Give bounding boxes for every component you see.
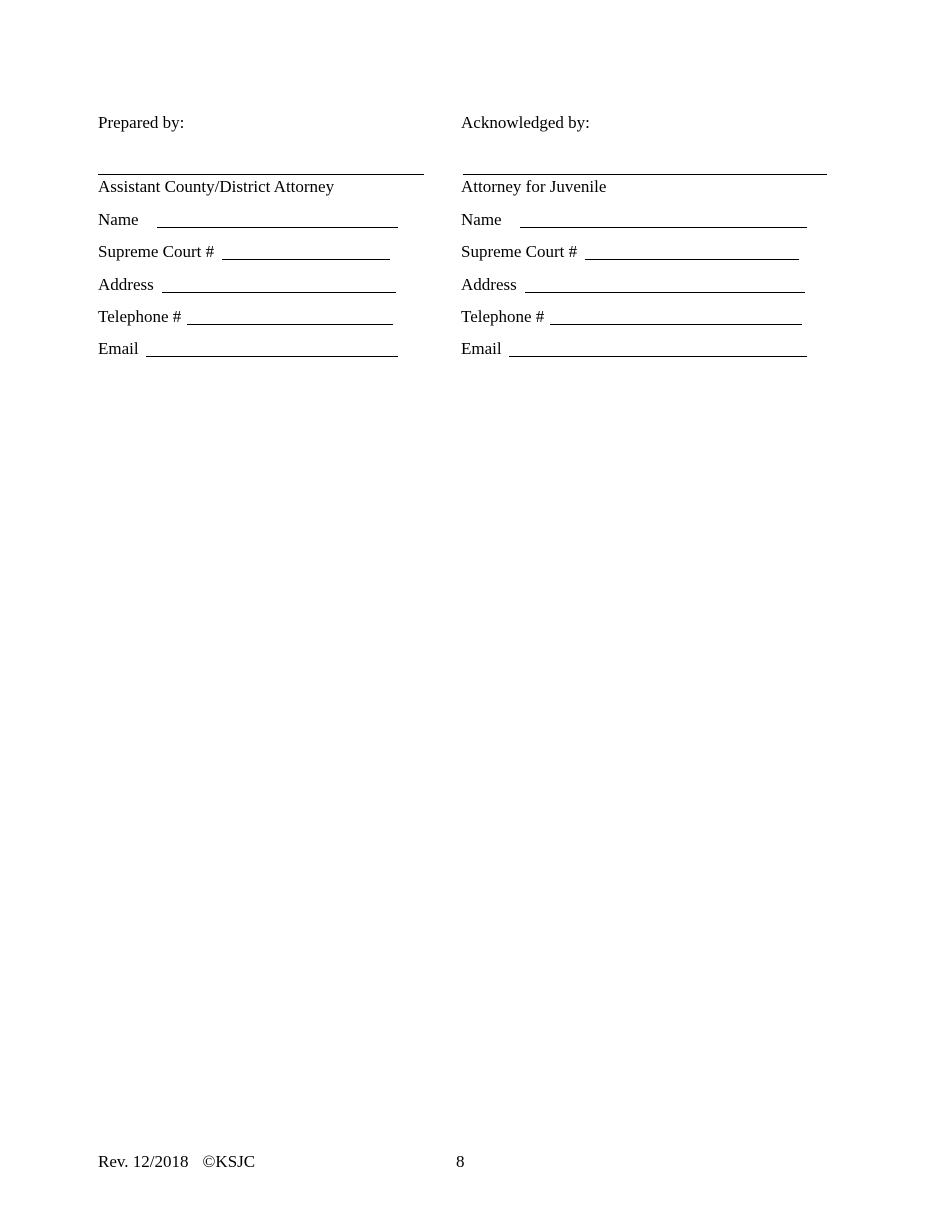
field-label: Supreme Court # — [98, 242, 215, 261]
email-blank[interactable] — [509, 356, 807, 357]
juvenile-attorney-supreme-court-field — [461, 240, 799, 262]
footer-revision — [98, 1152, 255, 1172]
juvenile-attorney-address-field — [461, 273, 805, 295]
acknowledged-by-section — [461, 0, 831, 400]
field-label: Telephone # — [461, 307, 545, 326]
revision-date: Rev. 12/2018 — [98, 1152, 189, 1171]
juvenile-attorney-role-label: Attorney for Juvenile — [461, 177, 607, 196]
juvenile-attorney-name-field — [461, 208, 807, 230]
prosecutor-telephone-field — [98, 305, 393, 327]
acknowledged-by-heading: Acknowledged by: — [461, 113, 590, 132]
prosecutor-signature-line[interactable] — [98, 174, 424, 175]
telephone-blank[interactable] — [550, 324, 802, 325]
juvenile-attorney-signature-line[interactable] — [463, 174, 827, 175]
prosecutor-supreme-court-field — [98, 240, 390, 262]
prosecutor-address-field — [98, 273, 396, 295]
field-label: Name — [461, 210, 502, 229]
name-blank[interactable] — [157, 227, 398, 228]
field-label: Telephone # — [98, 307, 182, 326]
telephone-blank[interactable] — [187, 324, 393, 325]
field-label: Email — [98, 339, 139, 358]
address-blank[interactable] — [162, 292, 396, 293]
field-label: Email — [461, 339, 502, 358]
name-blank[interactable] — [520, 227, 807, 228]
supreme-court-number-blank[interactable] — [222, 259, 390, 260]
page-number: 8 — [456, 1152, 465, 1171]
field-label: Address — [461, 275, 517, 294]
copyright-notice: ©KSJC — [202, 1152, 256, 1171]
email-blank[interactable] — [146, 356, 398, 357]
prosecutor-role-label: Assistant County/District Attorney — [98, 177, 335, 196]
juvenile-attorney-telephone-field — [461, 305, 802, 327]
prosecutor-email-field — [98, 337, 398, 359]
prepared-by-heading: Prepared by: — [98, 113, 185, 132]
prepared-by-section — [98, 0, 428, 400]
address-blank[interactable] — [525, 292, 805, 293]
field-label: Supreme Court # — [461, 242, 578, 261]
juvenile-attorney-email-field — [461, 337, 807, 359]
field-label: Name — [98, 210, 139, 229]
field-label: Address — [98, 275, 154, 294]
supreme-court-number-blank[interactable] — [585, 259, 799, 260]
prosecutor-name-field — [98, 208, 398, 230]
